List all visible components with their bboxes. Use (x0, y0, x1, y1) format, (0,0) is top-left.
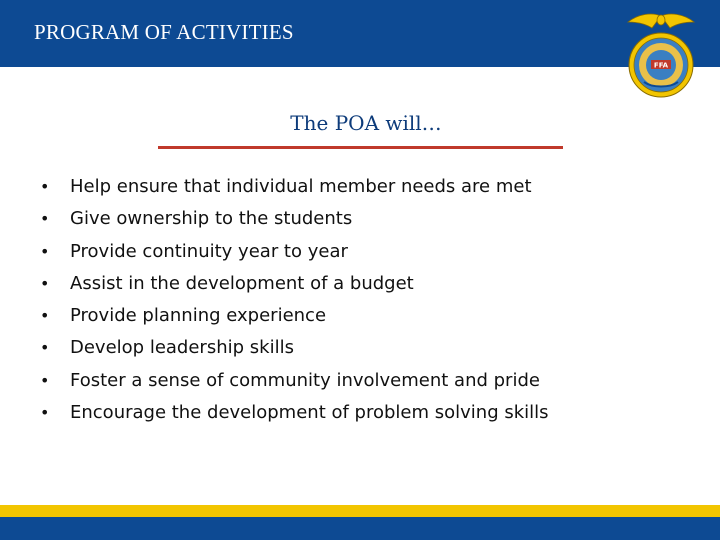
bullet-list (40, 174, 549, 432)
list-item (40, 400, 549, 432)
subtitle (0, 111, 720, 135)
bullet-text: Encourage the development of problem solving skills (70, 402, 549, 424)
list-item (40, 174, 549, 206)
list-item (40, 239, 549, 271)
ffa-emblem-icon (622, 10, 700, 102)
bullet-icon: • (40, 306, 50, 326)
bullet-icon: • (40, 273, 50, 293)
emblem-text: FFA (653, 61, 669, 70)
footer-gold-stripe (0, 505, 720, 517)
list-item (40, 368, 549, 400)
slide-title: PROGRAM OF ACTIVITIES (34, 20, 294, 44)
bullet-icon: • (40, 241, 50, 261)
bullet-icon: • (40, 403, 50, 423)
bullet-text: Foster a sense of community involvement and pride (70, 369, 540, 391)
list-item (40, 271, 549, 303)
bullet-icon: • (40, 370, 50, 390)
list-item (40, 206, 549, 238)
bullet-icon: • (40, 209, 50, 229)
bullet-text: Provide planning experience (70, 305, 327, 327)
bullet-text: Help ensure that individual member needs are met (70, 176, 532, 197)
subtitle-text: The POA will… (290, 111, 442, 135)
bullet-text: Develop leadership skills (70, 337, 294, 359)
list-item (40, 335, 549, 367)
divider-line (158, 146, 563, 149)
list-item (40, 303, 549, 335)
bullet-icon: • (40, 177, 50, 196)
bullet-icon: • (40, 338, 50, 358)
bullet-text: Assist in the development of a budget (70, 272, 414, 294)
header-bar (0, 0, 720, 67)
bullet-text: Give ownership to the students (70, 208, 353, 230)
bullet-text: Provide continuity year to year (70, 240, 348, 262)
footer-blue-bar (0, 517, 720, 540)
